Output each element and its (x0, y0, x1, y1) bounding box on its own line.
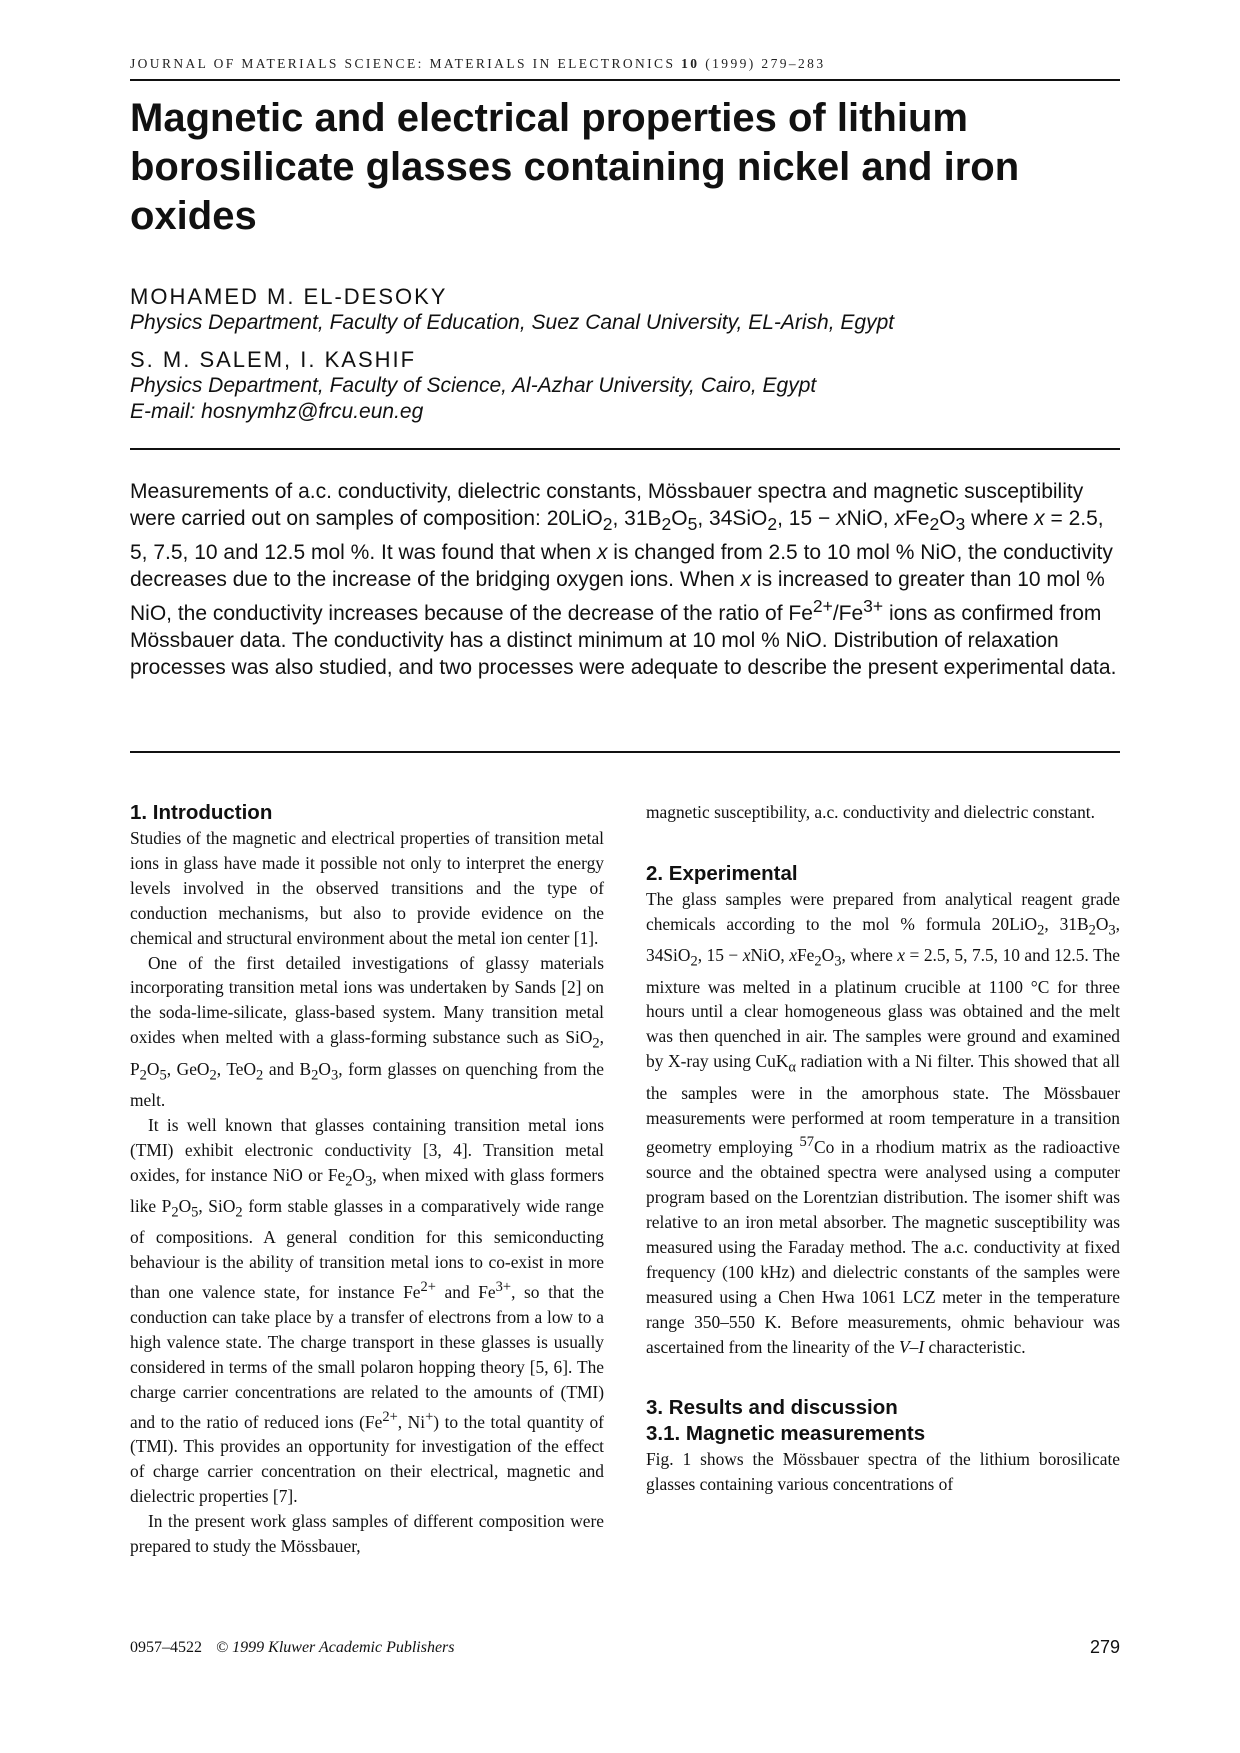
page-number: 279 (1089, 1637, 1120, 1657)
journal-volume: 10 (681, 56, 700, 71)
right-column (646, 800, 1120, 1497)
subsection-heading-magnetic: 3.1. Magnetic measurements (646, 1422, 926, 1446)
footer-left (130, 1639, 455, 1657)
left-column (130, 800, 604, 1559)
journal-name: JOURNAL OF MATERIALS SCIENCE: MATERIALS IN ELECTRONICS (130, 56, 676, 71)
spacer (646, 825, 1120, 861)
footer-publisher: © 1999 Kluwer Academic Publishers (216, 1639, 455, 1656)
footer-issn: 0957–4522 (130, 1639, 202, 1656)
section-heading-results: 3. Results and discussion (646, 1396, 898, 1420)
author-2-email: E-mail: hosnymhz@frcu.eun.eg (130, 400, 424, 423)
intro-paragraph-4: In the present work glass samples of different composition were prepared to study the Mössbauer, (130, 1511, 604, 1556)
experimental-paragraph: The glass samples were prepared from analytical reagent grade chemicals according to the mol % formula 20LiO$_2$, $31B_2O_3$, 34SiO$_2$, 15 − xNiO, $xFe_2O_3$, where x = 2.5, 5, 7.5, 10 and 12.5. The mixture was melted in a platinum crucible at 1100 °C for three hours until a clear homogeneous glass was obtained and the melt was then quenched in air. The samples were ground and examined by X-ray using CuK$_\alpha$ radiation with a Ni filter. This showed that all the samples were in the amorphous state. The Mössbauer measurements were performed at room temperature in a transition geometry employing $^{57}$Co in a rhodium matrix as the radioactive source and the obtained spectra were analysed using a computer program based on the Lorentzian distribution. The isomer shift was relative to an iron metal absorber. The magnetic susceptibility was measured using the Faraday method. The a.c. conductivity at fixed frequency (100 kHz) and dielectric constants of the samples were measured using a Chen Hwa 1061 LCZ meter in the temperature range 350–550 K. Before measurements, ohmic behaviour was ascertained from the linearity of the V–I characteristic. (646, 888, 1120, 1357)
author-1-names: MOHAMED M. EL-DESOKY (130, 284, 448, 309)
intro-paragraph-2: One of the first detailed investigations of glassy materials incorporating transition metal ions was undertaken by Sands [2] on the soda-lime-silicate, glass-based system. Many transition metal oxides when melted with a glass-forming substance such as SiO$_2$, $P_2O_5$, GeO$_2$, TeO$_2$ and $B_2O_3$, form glasses on quenching from the melt. (130, 952, 604, 1110)
intro-continuation: magnetic susceptibility, a.c. conductivity and dielectric constant. (646, 802, 1095, 822)
paper-title: Magnetic and electrical properties of lithium borosilicate glasses containing nickel and iron oxides (130, 96, 1020, 238)
spacer (646, 1359, 1120, 1395)
results-paragraph: Fig. 1 shows the Mössbauer spectra of the lithium borosilicate glasses containing various concentrations of (646, 1449, 1120, 1495)
abstract-bottom-rule (130, 751, 1120, 753)
author-1-affiliation: Physics Department, Faculty of Education, Suez Canal University, EL-Arish, Egypt (130, 311, 895, 334)
abstract: Measurements of a.c. conductivity, dielectric constants, Mössbauer spectra and magnetic susceptibility were carried out on samples of composition: 20LiO$_2$, $31B_2O_5$, 34SiO$_2$, 15 − xNiO, $xFe_2O_3$ where x = 2.5, 5, 7.5, 10 and 12.5 mol %. It was found that when x is changed from 2.5 to 10 mol % NiO, the conductivity decreases due to the increase of the bridging oxygen ions. When x is increased to greater than 10 mol % NiO, the conductivity increases because of the decrease of the ratio of $Fe^{2+}/Fe^{3+}$ ions as confirmed from Mössbauer data. The conductivity has a distinct minimum at 10 mol % NiO. Distribution of relaxation processes was also studied, and two processes were adequate to describe the present experimental data. (130, 480, 1117, 680)
journal-header (130, 56, 1120, 72)
author-2-names: S. M. SALEM, I. KASHIF (130, 347, 417, 372)
header-rule (130, 79, 1120, 81)
journal-year-pages: (1999) 279–283 (705, 56, 826, 71)
intro-paragraph-1: Studies of the magnetic and electrical properties of transition metal ions in glass have made it possible not only to interpret the energy levels involved in the observed transitions and the type of conduction mechanisms, but also to provide evidence on the chemical and structural environment about the metal ion center [1]. (130, 828, 604, 948)
abstract-top-rule (130, 448, 1120, 450)
section-heading-introduction: 1. Introduction (130, 801, 273, 824)
section-heading-experimental: 2. Experimental (646, 861, 798, 885)
intro-paragraph-3: It is well known that glasses containing transition metal ions (TMI) exhibit electronic conductivity [3, 4]. Transition metal oxides, for instance NiO or $Fe_2O_3$, when mixed with glass formers like $P_2O_5$, SiO$_2$ form stable glasses in a comparatively wide range of compositions. A general condition for this semiconducting behaviour is the ability of transition metal ions to co-exist in more than one valence state, for instance $Fe^{2+}$ and $Fe^{3+}$, so that the conduction can take place by a transfer of electrons from a low to a high valence state. The charge transport in these glasses is usually considered in terms of the small polaron hopping theory [5, 6]. The charge carrier concentrations are related to the amounts of (TMI) and to the ratio of reduced ions ($Fe^{2+}$, Ni+) to the total quantity of (TMI). This provides an opportunity for investigation of the effect of charge carrier concentration on their electrical, magnetic and dielectric properties [7]. (130, 1114, 604, 1507)
author-2-affiliation: Physics Department, Faculty of Science, Al-Azhar University, Cairo, Egypt (130, 374, 817, 397)
